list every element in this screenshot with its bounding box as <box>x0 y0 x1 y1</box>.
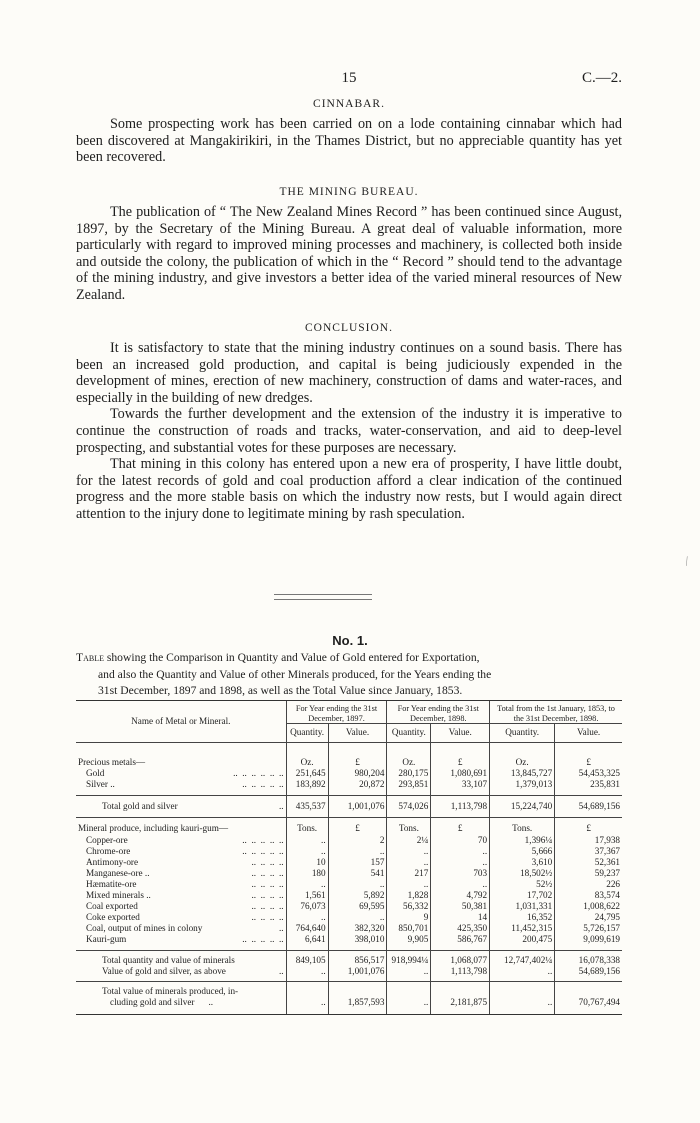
table-row <box>76 768 622 779</box>
table-cell: .. <box>490 966 555 982</box>
table-cell: 435,537 <box>286 796 328 818</box>
table-cell: 52,361 <box>555 857 622 868</box>
table-cell: 849,105 <box>286 950 328 966</box>
row-label <box>76 868 286 879</box>
table-row <box>76 890 622 901</box>
table-cell: 1,113,798 <box>431 796 490 818</box>
table-row <box>76 923 622 934</box>
section-divider <box>274 594 372 600</box>
table-cell: 14 <box>431 912 490 923</box>
total-gold-silver-row <box>76 796 622 818</box>
leader-dots: .. .. .. .. <box>251 912 284 923</box>
paragraph: It is satisfactory to state that the mining industry continues on a sound basis. There has been an increased gold production, and capital is being judiciously expended in the development of mines, erection of new machinery, construction of dams and water-races, and especially in the building of new dredges. <box>76 340 622 406</box>
table-cell: 382,320 <box>328 923 387 934</box>
table-row <box>76 868 622 879</box>
leader-dots: .. .. .. .. <box>251 878 284 889</box>
quantity-header: Quantity. <box>286 724 328 743</box>
table-row <box>76 835 622 846</box>
table-cell: 398,010 <box>328 934 387 950</box>
unit-label: Oz. <box>490 743 555 769</box>
mineral-produce-title: Mineral produce, including kauri-gum— <box>76 818 286 835</box>
table-cell: 13,845,727 <box>490 768 555 779</box>
paragraph: Some prospecting work has been carried on on a lode containing cinnabar which had been discovered at Mangakirikiri, in the Thames District, but no appreciable quantity has yet been recovered. <box>76 116 622 166</box>
table-cell: 76,073 <box>286 901 328 912</box>
unit-label: £ <box>328 743 387 769</box>
table-cell: 1,031,331 <box>490 901 555 912</box>
pencil-mark: ⁄ <box>682 554 692 568</box>
row-label <box>76 835 286 846</box>
value-header: Value. <box>555 724 622 743</box>
table-cell: 235,831 <box>555 779 622 796</box>
paragraph: Towards the further development and the extension of the industry it is imperative to continue the construction of roads and tracks, water-conservation, and aid to deep-level prospecting, and substantial votes for these purposes are necessary. <box>76 406 622 456</box>
section-cinnabar <box>76 98 622 166</box>
row-label-text: Manganese-ore .. <box>86 867 150 878</box>
table-cell: 180 <box>286 868 328 879</box>
row-label <box>76 857 286 868</box>
table-cell: 16,078,338 <box>555 950 622 966</box>
value-header: Value. <box>431 724 490 743</box>
table-cell: 12,747,402¼ <box>490 950 555 966</box>
row-label-text: Total quantity and value of minerals <box>102 954 235 965</box>
table-cell: 20,872 <box>328 779 387 796</box>
table-row <box>76 846 622 857</box>
table-cell: 9 <box>387 912 431 923</box>
row-label <box>76 768 286 779</box>
table-cell: 54,689,156 <box>555 796 622 818</box>
table-cell: 183,892 <box>286 779 328 796</box>
table-cell: 1,001,076 <box>328 796 387 818</box>
table-cell: 157 <box>328 857 387 868</box>
leader-dots: .. <box>208 996 214 1007</box>
row-label <box>76 950 286 966</box>
section-mining-bureau <box>76 186 622 304</box>
table-cell: 1,080,691 <box>431 768 490 779</box>
table-cell: 3,610 <box>490 857 555 868</box>
total-minerals-row <box>76 950 622 966</box>
table-cell: .. <box>387 966 431 982</box>
table-cell: 4,792 <box>431 890 490 901</box>
unit-label: £ <box>555 743 622 769</box>
table-cell: 37,367 <box>555 846 622 857</box>
table-cell: 56,332 <box>387 901 431 912</box>
unit-label: £ <box>431 743 490 769</box>
table-cell: .. <box>286 846 328 857</box>
leader-dots: .. <box>279 923 284 934</box>
table-cell: 586,767 <box>431 934 490 950</box>
row-label <box>76 934 286 950</box>
row-label-text: Silver .. <box>86 779 115 790</box>
row-label-text: Hæmatite-ore <box>86 878 137 889</box>
section-heading: CINNABAR. <box>313 98 385 110</box>
table-row <box>76 901 622 912</box>
minerals-table <box>76 700 622 1015</box>
leader-dots: .. .. .. .. <box>251 867 284 878</box>
row-label <box>76 779 286 796</box>
caption-line-2: and also the Quantity and Value of other Minerals produced, for the Years ending the <box>98 667 492 681</box>
table-cell: 52½ <box>490 879 555 890</box>
table-cell: .. <box>328 912 387 923</box>
section-conclusion <box>76 322 622 523</box>
table-row <box>76 912 622 923</box>
row-label <box>76 901 286 912</box>
table-cell: 33,107 <box>431 779 490 796</box>
table-cell: 69,595 <box>328 901 387 912</box>
period-header-1898: For Year ending the 31st December, 1898. <box>387 701 490 724</box>
period-header-total: Total from the 1st January, 1853, to the 31st December, 1898. <box>490 701 622 724</box>
leader-dots: .. <box>279 965 284 976</box>
table-cell: .. <box>387 857 431 868</box>
table-cell: 17,938 <box>555 835 622 846</box>
table-cell: 2 <box>328 835 387 846</box>
row-label <box>76 981 286 1014</box>
table-cell: 50,381 <box>431 901 490 912</box>
leader-dots: .. .. .. .. .. .. <box>233 768 284 779</box>
leader-dots: .. .. .. .. <box>251 856 284 867</box>
table-row <box>76 879 622 890</box>
precious-metals-title: Precious metals— <box>76 743 286 769</box>
table-cell: 280,175 <box>387 768 431 779</box>
leader-dots: .. .. .. .. <box>251 901 284 912</box>
page-number: 15 <box>341 70 357 86</box>
table-cell: 16,352 <box>490 912 555 923</box>
table-row <box>76 857 622 868</box>
caption-line-3: 31st December, 1897 and 1898, as well as the Total Value since January, 1853. <box>98 684 463 697</box>
page-header <box>76 70 622 90</box>
row-label-text: Kauri-gum <box>86 934 127 945</box>
table-cell: 1,001,076 <box>328 966 387 982</box>
table-cell: .. <box>286 912 328 923</box>
leader-dots: .. <box>279 801 284 812</box>
table-cell: .. <box>431 846 490 857</box>
row-label-text: Gold <box>86 768 105 779</box>
table-cell: 980,204 <box>328 768 387 779</box>
table-row <box>76 818 622 835</box>
table-cell: 59,237 <box>555 868 622 879</box>
table-cell: .. <box>286 835 328 846</box>
unit-label: £ <box>328 818 387 835</box>
table-cell: 9,099,619 <box>555 934 622 950</box>
row-label <box>76 912 286 923</box>
table-cell: 24,795 <box>555 912 622 923</box>
table-cell: 1,396¼ <box>490 835 555 846</box>
table-cell: 251,645 <box>286 768 328 779</box>
table-cell: 1,379,013 <box>490 779 555 796</box>
table-cell: 856,517 <box>328 950 387 966</box>
table-cell: .. <box>387 846 431 857</box>
leader-dots: .. .. .. .. .. <box>242 779 284 790</box>
row-label <box>76 796 286 818</box>
table-cell: .. <box>286 966 328 982</box>
quantity-header: Quantity. <box>490 724 555 743</box>
row-label <box>76 879 286 890</box>
table-cell: 17,702 <box>490 890 555 901</box>
table-cell: 541 <box>328 868 387 879</box>
table-cell: 2,181,875 <box>431 981 490 1014</box>
table-cell: 703 <box>431 868 490 879</box>
leader-dots: .. .. .. .. .. <box>242 834 284 845</box>
table-cell: .. <box>490 981 555 1014</box>
unit-label: Tons. <box>286 818 328 835</box>
unit-label: £ <box>555 818 622 835</box>
caption-line-1: showing the Comparison in Quantity and Value of Gold entered for Exportation, <box>106 651 480 664</box>
row-label <box>76 846 286 857</box>
paragraph: The publication of “ The New Zealand Mines Record ” has been continued since August, 1897, by the Secretary of the Mining Bureau. A great deal of valuable information, more particularly with regard to improved mining processes and machinery, is collected both inside and outside the colony, the publication of which in the “ Record ” should tend to the advantage of the mining industry, and give investors a better idea of the varied mineral resources of New Zealand. <box>76 204 622 303</box>
table-cell: 850,701 <box>387 923 431 934</box>
table-cell: 1,068,077 <box>431 950 490 966</box>
period-header-1897: For Year ending the 31st December, 1897. <box>286 701 387 724</box>
unit-label: Oz. <box>286 743 328 769</box>
row-label-text: Coal, output of mines in colony <box>86 923 203 934</box>
name-column-header: Name of Metal or Mineral. <box>76 701 286 743</box>
unit-label: £ <box>431 818 490 835</box>
paragraph: That mining in this colony has entered upon a new era of prosperity, I have little doubt, for the latest records of gold and coal production afford a clear indication of the continued progress and the more stable basis on which the industry now rests, but I would again direct attention to the injury done to legitimate mining by rash speculation. <box>76 456 622 522</box>
row-label-text: Chrome-ore <box>86 845 131 856</box>
table-cell: 15,224,740 <box>490 796 555 818</box>
row-label-text: Antimony-ore <box>86 856 139 867</box>
table-cell: 574,026 <box>387 796 431 818</box>
table-row <box>76 743 622 769</box>
row-label-text: Value of gold and silver, as above <box>102 965 226 976</box>
leader-dots: .. .. .. .. .. <box>242 845 284 856</box>
table-cell: 2¼ <box>387 835 431 846</box>
table-cell: .. <box>286 879 328 890</box>
grand-total-row <box>76 981 622 1014</box>
table-row <box>76 934 622 950</box>
gold-silver-row <box>76 966 622 982</box>
table-cell: 54,689,156 <box>555 966 622 982</box>
row-label-text: Copper-ore <box>86 834 128 845</box>
table-cell: .. <box>431 857 490 868</box>
table-cell: 6,641 <box>286 934 328 950</box>
table-cell: 5,726,157 <box>555 923 622 934</box>
table-cell: 10 <box>286 857 328 868</box>
value-header: Value. <box>328 724 387 743</box>
leader-dots: .. .. .. .. .. <box>242 934 284 945</box>
section-heading: CONCLUSION. <box>305 322 393 334</box>
table-cell: 70 <box>431 835 490 846</box>
table-cell: 1,561 <box>286 890 328 901</box>
table-row <box>76 779 622 796</box>
row-label <box>76 890 286 901</box>
row-label-text: Coke exported <box>86 912 140 923</box>
row-label-text: Coal exported <box>86 901 138 912</box>
table-cell: 5,666 <box>490 846 555 857</box>
unit-label: Oz. <box>387 743 431 769</box>
unit-label: Tons. <box>490 818 555 835</box>
table-number: No. 1. <box>332 633 368 648</box>
table-cell: 918,994¼ <box>387 950 431 966</box>
table-cell: 1,828 <box>387 890 431 901</box>
row-label-text: Total gold and silver <box>102 801 178 812</box>
table-cell: 1,857,593 <box>328 981 387 1014</box>
table-cell: 425,350 <box>431 923 490 934</box>
table-cell: .. <box>328 846 387 857</box>
table-cell: 9,905 <box>387 934 431 950</box>
table-cell: 1,008,622 <box>555 901 622 912</box>
row-label-text: Mixed minerals .. <box>86 890 151 901</box>
table-cell: 70,767,494 <box>555 981 622 1014</box>
table-cell: 200,475 <box>490 934 555 950</box>
table-cell: 18,502½ <box>490 868 555 879</box>
table-cell: 226 <box>555 879 622 890</box>
table-cell: .. <box>387 981 431 1014</box>
table-caption <box>76 650 622 700</box>
table-cell: 5,892 <box>328 890 387 901</box>
table-cell: 83,574 <box>555 890 622 901</box>
section-heading: THE MINING BUREAU. <box>279 186 419 198</box>
row-label-line: Total value of minerals produced, in- <box>102 985 239 996</box>
row-label <box>76 966 286 982</box>
table-cell: .. <box>286 981 328 1014</box>
row-label-line: cluding gold and silver <box>110 996 195 1007</box>
table-cell: 11,452,315 <box>490 923 555 934</box>
quantity-header: Quantity. <box>387 724 431 743</box>
table-cell: 764,640 <box>286 923 328 934</box>
table-cell: .. <box>387 879 431 890</box>
caption-table-word: Table <box>76 651 104 664</box>
table-cell: 217 <box>387 868 431 879</box>
table-cell: .. <box>431 879 490 890</box>
table-cell: 1,113,798 <box>431 966 490 982</box>
row-label <box>76 923 286 934</box>
table-cell: 293,851 <box>387 779 431 796</box>
leader-dots: .. .. .. .. <box>251 890 284 901</box>
unit-label: Tons. <box>387 818 431 835</box>
table-cell: 54,453,325 <box>555 768 622 779</box>
table-cell: .. <box>328 879 387 890</box>
document-code: C.—2. <box>581 70 622 86</box>
